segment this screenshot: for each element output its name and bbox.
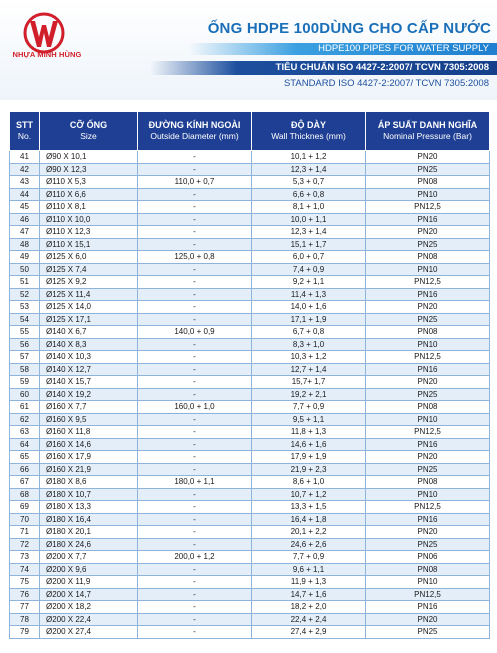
nominal-pressure: PN16	[366, 363, 490, 376]
pipe-size: Ø200 X 18,2	[40, 601, 138, 614]
outside-diameter: -	[138, 526, 252, 539]
table-row	[10, 226, 490, 239]
table-row	[10, 288, 490, 301]
outside-diameter: -	[138, 426, 252, 439]
nominal-pressure: PN20	[366, 301, 490, 314]
row-number: 61	[10, 401, 40, 414]
table-row	[10, 463, 490, 476]
table-row	[10, 213, 490, 226]
row-number: 42	[10, 163, 40, 176]
nominal-pressure: PN16	[366, 438, 490, 451]
nominal-pressure: PN08	[366, 176, 490, 189]
nominal-pressure: PN10	[366, 576, 490, 589]
row-number: 70	[10, 513, 40, 526]
table-row	[10, 351, 490, 364]
outside-diameter: -	[138, 563, 252, 576]
header-stt: STT No.	[10, 112, 40, 151]
pipe-size: Ø90 X 12,3	[40, 163, 138, 176]
pipe-size: Ø140 X 10,3	[40, 351, 138, 364]
nominal-pressure: PN12,5	[366, 201, 490, 214]
outside-diameter: -	[138, 263, 252, 276]
outside-diameter: -	[138, 201, 252, 214]
wall-thickness: 9,6 + 1,1	[252, 563, 366, 576]
pipe-size: Ø160 X 7,7	[40, 401, 138, 414]
wall-thickness: 8,6 + 1,0	[252, 476, 366, 489]
row-number: 45	[10, 201, 40, 214]
nominal-pressure: PN10	[366, 263, 490, 276]
nominal-pressure: PN08	[366, 251, 490, 264]
wall-thickness: 10,0 + 1,1	[252, 213, 366, 226]
table-row	[10, 501, 490, 514]
table-row	[10, 376, 490, 389]
row-number: 43	[10, 176, 40, 189]
wall-thickness: 15,1 + 1,7	[252, 238, 366, 251]
wall-thickness: 5,3 + 0,7	[252, 176, 366, 189]
pipe-size: Ø160 X 11,8	[40, 426, 138, 439]
standard-band	[150, 61, 497, 75]
nominal-pressure: PN06	[366, 551, 490, 564]
row-number: 79	[10, 626, 40, 639]
wall-thickness: 20,1 + 2,2	[252, 526, 366, 539]
nominal-pressure: PN25	[366, 388, 490, 401]
pipe-size: Ø110 X 8,1	[40, 201, 138, 214]
pipe-size: Ø180 X 13,3	[40, 501, 138, 514]
outside-diameter: -	[138, 388, 252, 401]
pipe-size: Ø180 X 10,7	[40, 488, 138, 501]
row-number: 71	[10, 526, 40, 539]
wall-thickness: 24,6 + 2,6	[252, 538, 366, 551]
pipe-size: Ø200 X 22,4	[40, 613, 138, 626]
wall-thickness: 14,0 + 1,6	[252, 301, 366, 314]
row-number: 59	[10, 376, 40, 389]
wall-thickness: 9,2 + 1,1	[252, 276, 366, 289]
pipe-size: Ø180 X 20,1	[40, 526, 138, 539]
wall-thickness: 7,4 + 0,9	[252, 263, 366, 276]
nominal-pressure: PN20	[366, 613, 490, 626]
outside-diameter: -	[138, 463, 252, 476]
page-title: ỐNG HDPE 100DÙNG CHO CẤP NƯỚC	[207, 20, 491, 37]
nominal-pressure: PN12,5	[366, 588, 490, 601]
outside-diameter: -	[138, 226, 252, 239]
outside-diameter: -	[138, 313, 252, 326]
row-number: 50	[10, 263, 40, 276]
table-row	[10, 263, 490, 276]
outside-diameter: -	[138, 351, 252, 364]
header-outside-diameter: ĐƯỜNG KÍNH NGOÀI Outside Diameter (mm)	[138, 112, 252, 151]
nominal-pressure: PN20	[366, 226, 490, 239]
outside-diameter: -	[138, 301, 252, 314]
pipe-size: Ø140 X 19,2	[40, 388, 138, 401]
row-number: 52	[10, 288, 40, 301]
wall-thickness: 17,9 + 1,9	[252, 451, 366, 464]
wall-thickness: 9,5 + 1,1	[252, 413, 366, 426]
pipe-size: Ø160 X 17,9	[40, 451, 138, 464]
pipe-size: Ø200 X 11,9	[40, 576, 138, 589]
wall-thickness: 16,4 + 1,8	[252, 513, 366, 526]
pipe-size: Ø140 X 15,7	[40, 376, 138, 389]
outside-diameter: 180,0 + 1,1	[138, 476, 252, 489]
nominal-pressure: PN25	[366, 313, 490, 326]
wall-thickness: 7,7 + 0,9	[252, 401, 366, 414]
outside-diameter: 160,0 + 1,0	[138, 401, 252, 414]
subtitle-band	[188, 43, 497, 55]
wall-thickness: 11,8 + 1,3	[252, 426, 366, 439]
pipe-size: Ø180 X 8,6	[40, 476, 138, 489]
row-number: 57	[10, 351, 40, 364]
table-row	[10, 151, 490, 164]
pipe-size: Ø125 X 11,4	[40, 288, 138, 301]
row-number: 65	[10, 451, 40, 464]
row-number: 56	[10, 338, 40, 351]
pipe-size: Ø90 X 10,1	[40, 151, 138, 164]
row-number: 64	[10, 438, 40, 451]
table-row	[10, 576, 490, 589]
wall-thickness: 12,3 + 1,4	[252, 226, 366, 239]
pipe-size: Ø125 X 17,1	[40, 313, 138, 326]
table-row	[10, 251, 490, 264]
outside-diameter: 125,0 + 0,8	[138, 251, 252, 264]
table-row	[10, 176, 490, 189]
row-number: 67	[10, 476, 40, 489]
pipe-size: Ø125 X 7,4	[40, 263, 138, 276]
nominal-pressure: PN25	[366, 163, 490, 176]
nominal-pressure: PN25	[366, 626, 490, 639]
nominal-pressure: PN20	[366, 151, 490, 164]
pipe-size: Ø110 X 12,3	[40, 226, 138, 239]
pipe-size: Ø160 X 14,6	[40, 438, 138, 451]
wall-thickness: 12,3 + 1,4	[252, 163, 366, 176]
row-number: 68	[10, 488, 40, 501]
row-number: 41	[10, 151, 40, 164]
header-size: CỠ ỐNG Size	[40, 112, 138, 151]
row-number: 47	[10, 226, 40, 239]
spec-table	[9, 111, 490, 639]
wall-thickness: 14,7 + 1,6	[252, 588, 366, 601]
row-number: 48	[10, 238, 40, 251]
outside-diameter: -	[138, 501, 252, 514]
pipe-size: Ø200 X 27,4	[40, 626, 138, 639]
outside-diameter: -	[138, 513, 252, 526]
wall-thickness: 11,9 + 1,3	[252, 576, 366, 589]
nominal-pressure: PN20	[366, 376, 490, 389]
wall-thickness: 6,0 + 0,7	[252, 251, 366, 264]
pipe-size: Ø125 X 9,2	[40, 276, 138, 289]
standard-vi: TIÊU CHUẨN ISO 4427-2:2007/ TCVN 7305:2008	[275, 62, 489, 73]
nominal-pressure: PN12,5	[366, 276, 490, 289]
pipe-size: Ø200 X 9,6	[40, 563, 138, 576]
table-row	[10, 538, 490, 551]
wall-thickness: 13,3 + 1,5	[252, 501, 366, 514]
row-number: 76	[10, 588, 40, 601]
pipe-size: Ø140 X 6,7	[40, 326, 138, 339]
nominal-pressure: PN08	[366, 401, 490, 414]
table-row	[10, 488, 490, 501]
wall-thickness: 27,4 + 2,9	[252, 626, 366, 639]
nominal-pressure: PN08	[366, 326, 490, 339]
table-row	[10, 526, 490, 539]
outside-diameter: -	[138, 163, 252, 176]
nominal-pressure: PN08	[366, 563, 490, 576]
wall-thickness: 10,3 + 1,2	[252, 351, 366, 364]
outside-diameter: -	[138, 338, 252, 351]
table-row	[10, 451, 490, 464]
outside-diameter: -	[138, 538, 252, 551]
wall-thickness: 10,7 + 1,2	[252, 488, 366, 501]
nominal-pressure: PN10	[366, 413, 490, 426]
table-row	[10, 388, 490, 401]
wall-thickness: 8,1 + 1,0	[252, 201, 366, 214]
nominal-pressure: PN12,5	[366, 351, 490, 364]
outside-diameter: -	[138, 213, 252, 226]
nominal-pressure: PN16	[366, 601, 490, 614]
nominal-pressure: PN10	[366, 188, 490, 201]
wall-thickness: 6,7 + 0,8	[252, 326, 366, 339]
wall-thickness: 19,2 + 2,1	[252, 388, 366, 401]
row-number: 55	[10, 326, 40, 339]
wall-thickness: 11,4 + 1,3	[252, 288, 366, 301]
wall-thickness: 10,1 + 1,2	[252, 151, 366, 164]
wall-thickness: 21,9 + 2,3	[252, 463, 366, 476]
nominal-pressure: PN16	[366, 513, 490, 526]
pipe-size: Ø110 X 6,6	[40, 188, 138, 201]
table-row	[10, 276, 490, 289]
wall-thickness: 12,7 + 1,4	[252, 363, 366, 376]
subtitle-en: HDPE100 PIPES FOR WATER SUPPLY	[318, 43, 489, 54]
row-number: 46	[10, 213, 40, 226]
table-row	[10, 438, 490, 451]
nominal-pressure: PN25	[366, 538, 490, 551]
pipe-size: Ø160 X 21,9	[40, 463, 138, 476]
wall-thickness: 17,1 + 1,9	[252, 313, 366, 326]
brand-name: NHỰA MINH HÙNG	[12, 50, 82, 59]
nominal-pressure: PN10	[366, 338, 490, 351]
outside-diameter: -	[138, 188, 252, 201]
pipe-size: Ø140 X 8,3	[40, 338, 138, 351]
outside-diameter: 140,0 + 0,9	[138, 326, 252, 339]
wall-thickness: 14,6 + 1,6	[252, 438, 366, 451]
wall-thickness: 18,2 + 2,0	[252, 601, 366, 614]
table-row	[10, 363, 490, 376]
row-number: 74	[10, 563, 40, 576]
outside-diameter: -	[138, 376, 252, 389]
row-number: 53	[10, 301, 40, 314]
outside-diameter: -	[138, 626, 252, 639]
table-row	[10, 563, 490, 576]
nominal-pressure: PN12,5	[366, 426, 490, 439]
table-row	[10, 188, 490, 201]
table-row	[10, 513, 490, 526]
outside-diameter: -	[138, 238, 252, 251]
nominal-pressure: PN16	[366, 213, 490, 226]
row-number: 77	[10, 601, 40, 614]
table-header-row	[10, 112, 490, 151]
row-number: 75	[10, 576, 40, 589]
outside-diameter: -	[138, 413, 252, 426]
table-row	[10, 476, 490, 489]
table-row	[10, 426, 490, 439]
outside-diameter: -	[138, 288, 252, 301]
row-number: 73	[10, 551, 40, 564]
table-row	[10, 601, 490, 614]
row-number: 51	[10, 276, 40, 289]
wall-thickness: 7,7 + 0,9	[252, 551, 366, 564]
row-number: 60	[10, 388, 40, 401]
row-number: 62	[10, 413, 40, 426]
table-row	[10, 201, 490, 214]
table-row	[10, 301, 490, 314]
nominal-pressure: PN25	[366, 463, 490, 476]
table-row	[10, 338, 490, 351]
outside-diameter: -	[138, 451, 252, 464]
outside-diameter: 110,0 + 0,7	[138, 176, 252, 189]
outside-diameter: -	[138, 363, 252, 376]
row-number: 44	[10, 188, 40, 201]
pipe-size: Ø125 X 6,0	[40, 251, 138, 264]
nominal-pressure: PN10	[366, 488, 490, 501]
row-number: 66	[10, 463, 40, 476]
pipe-size: Ø110 X 10,0	[40, 213, 138, 226]
outside-diameter: -	[138, 576, 252, 589]
outside-diameter: -	[138, 601, 252, 614]
table-row	[10, 313, 490, 326]
table-row	[10, 626, 490, 639]
wall-thickness: 6,6 + 0,8	[252, 188, 366, 201]
nominal-pressure: PN12,5	[366, 501, 490, 514]
outside-diameter: -	[138, 588, 252, 601]
wall-thickness: 8,3 + 1,0	[252, 338, 366, 351]
pipe-size: Ø140 X 12,7	[40, 363, 138, 376]
header-wall-thickness: ĐỘ DÀY Wall Thicknes (mm)	[252, 112, 366, 151]
outside-diameter: -	[138, 438, 252, 451]
table-row	[10, 238, 490, 251]
pipe-size: Ø180 X 16,4	[40, 513, 138, 526]
table-row	[10, 163, 490, 176]
row-number: 72	[10, 538, 40, 551]
pipe-size: Ø110 X 5,3	[40, 176, 138, 189]
header-nominal-pressure: ÁP SUẤT DANH NGHĨA Nominal Pressure (Bar)	[366, 112, 490, 151]
table-row	[10, 588, 490, 601]
row-number: 63	[10, 426, 40, 439]
row-number: 78	[10, 613, 40, 626]
outside-diameter: -	[138, 276, 252, 289]
nominal-pressure: PN20	[366, 451, 490, 464]
pipe-size: Ø125 X 14,0	[40, 301, 138, 314]
pipe-size: Ø110 X 15,1	[40, 238, 138, 251]
pipe-size: Ø200 X 7,7	[40, 551, 138, 564]
pipe-size: Ø200 X 14,7	[40, 588, 138, 601]
nominal-pressure: PN20	[366, 526, 490, 539]
pipe-size: Ø160 X 9,5	[40, 413, 138, 426]
row-number: 69	[10, 501, 40, 514]
outside-diameter: -	[138, 613, 252, 626]
wall-thickness: 15,7+ 1,7	[252, 376, 366, 389]
table-row	[10, 401, 490, 414]
standard-en: STANDARD ISO 4427-2:2007/ TCVN 7305:2008	[283, 78, 489, 89]
wall-thickness: 22,4 + 2,4	[252, 613, 366, 626]
pipe-size: Ø180 X 24,6	[40, 538, 138, 551]
row-number: 58	[10, 363, 40, 376]
nominal-pressure: PN08	[366, 476, 490, 489]
table-row	[10, 551, 490, 564]
page-header	[0, 0, 497, 100]
nominal-pressure: PN25	[366, 238, 490, 251]
row-number: 54	[10, 313, 40, 326]
nominal-pressure: PN16	[366, 288, 490, 301]
outside-diameter: -	[138, 151, 252, 164]
outside-diameter: -	[138, 488, 252, 501]
table-row	[10, 413, 490, 426]
table-row	[10, 613, 490, 626]
outside-diameter: 200,0 + 1,2	[138, 551, 252, 564]
row-number: 49	[10, 251, 40, 264]
table-row	[10, 326, 490, 339]
